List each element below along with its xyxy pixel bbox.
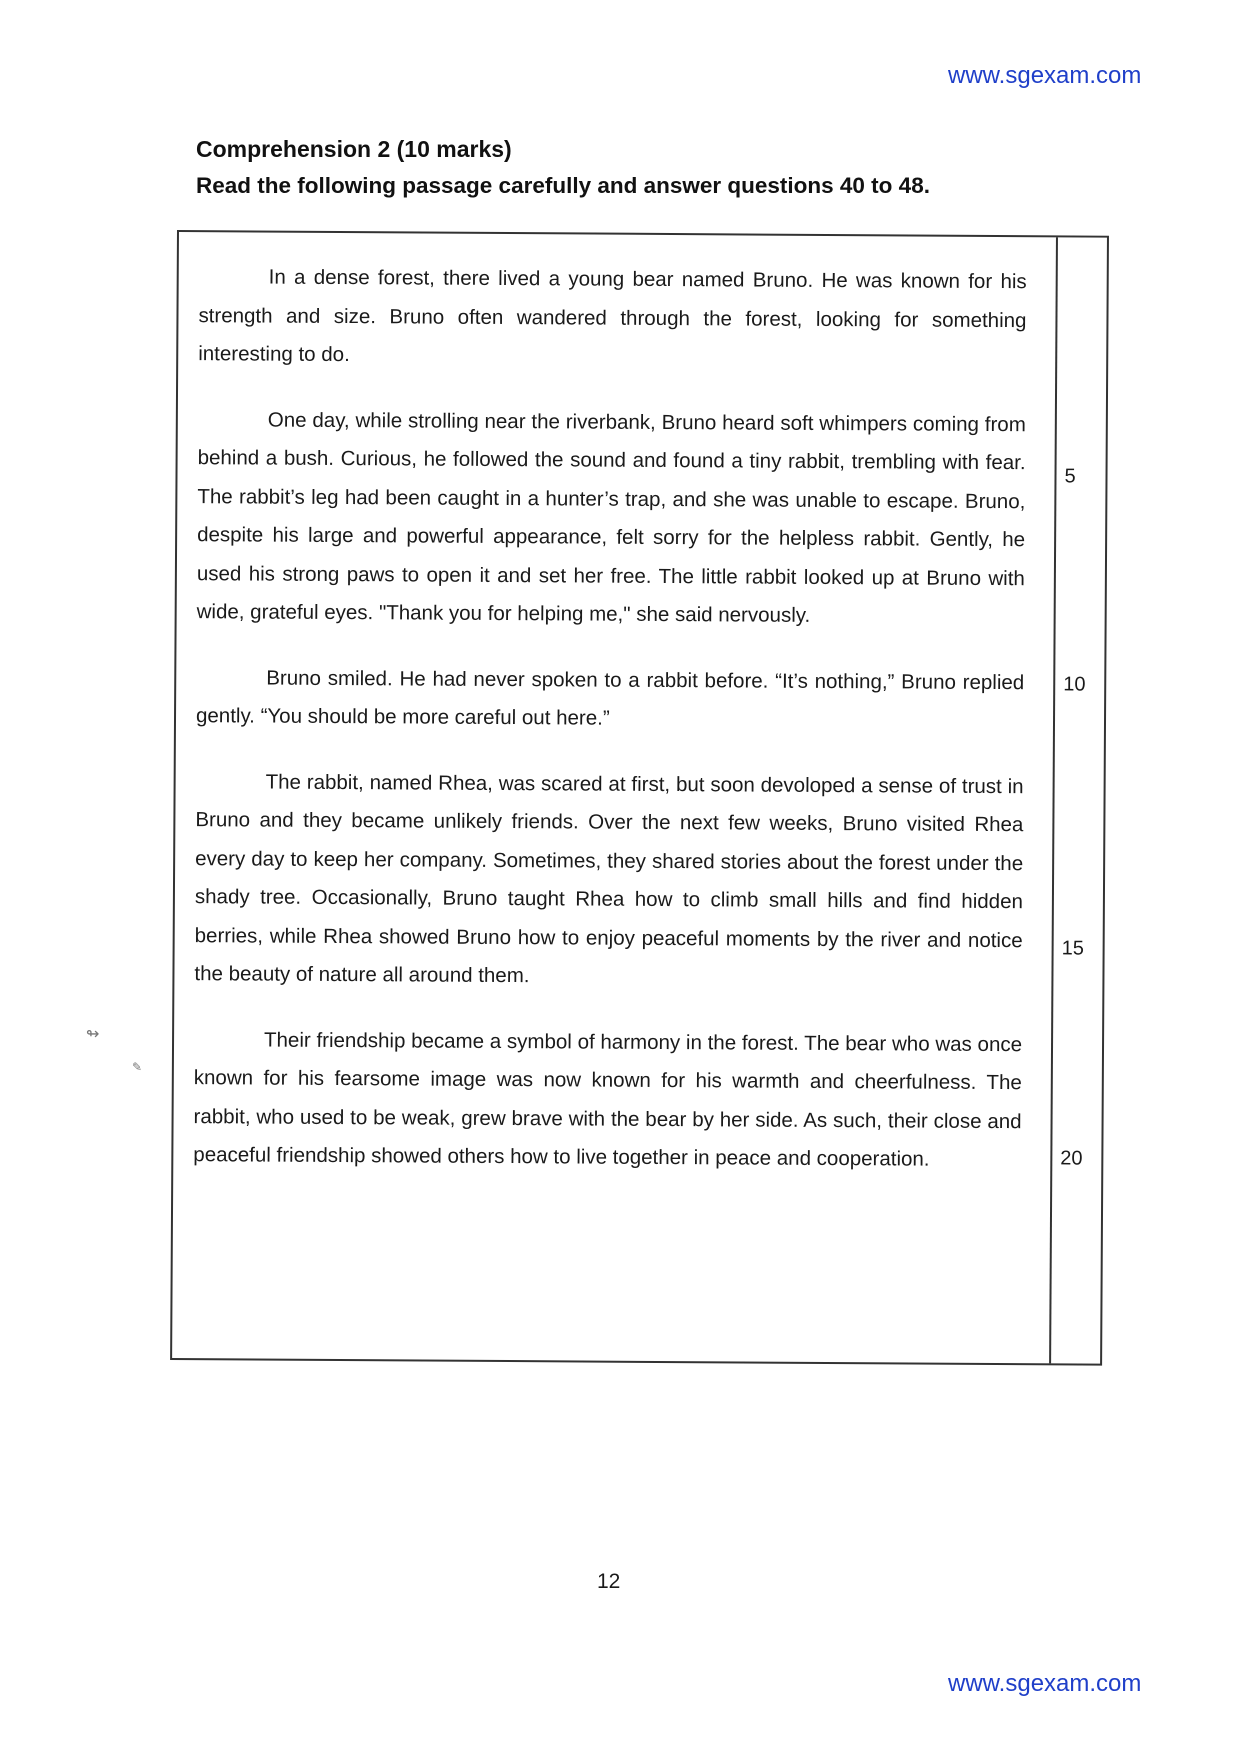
passage-paragraph-2 bbox=[197, 401, 1026, 637]
stray-pen-mark: ↬ bbox=[86, 1026, 100, 1043]
page-number: 12 bbox=[597, 1570, 621, 1593]
line-number-15: 15 bbox=[1061, 937, 1084, 960]
passage-paragraph-5 bbox=[193, 1021, 1022, 1180]
paragraph-text: The rabbit, named Rhea, was scared at first, but soon devoloped a sense of trust in Bruno and they became unlikely friends. Over the next few weeks, Bruno visited Rhea every day to keep her company. Sometimes, they shared stories about the forest under the shady tree. Occasionally, Bruno taught Rhea how to climb small hills and find hidden berries, while Rhea showed Bruno how to enjoy peaceful moments by the river and notice the beauty of nature all around them. bbox=[194, 770, 1024, 988]
line-number-10: 10 bbox=[1063, 673, 1086, 696]
watermark-top[interactable]: www.sgexam.com bbox=[948, 62, 1142, 89]
paragraph-text: One day, while strolling near the riverbank, Bruno heard soft whimpers coming from behind a bush. Curious, he followed the sound and found a tiny rabbit, trembling with fear. The rabbit’s leg had been caught in a hunter’s trap, and she was unable to escape. Bruno, despite his large and powerful appearance, felt sorry for the helpless rabbit. Gently, he used his strong paws to open it and set her free. The little rabbit looked up at Bruno with wide, grateful eyes. "Thank you for helping me," she said nervously. bbox=[196, 408, 1026, 627]
paragraph-text: Their friendship became a symbol of harmony in the forest. The bear who was once known for his fearsome image was now known for his warmth and cheerfulness. The rabbit, who used to be weak, grew brave with the bear by her side. As such, their close and peaceful friendship showed others how to live together in peace and cooperation. bbox=[193, 1028, 1023, 1171]
passage-paragraph-4 bbox=[194, 763, 1023, 999]
passage-text bbox=[193, 258, 1027, 1207]
watermark-bottom[interactable]: www.sgexam.com bbox=[948, 1670, 1142, 1697]
passage-paragraph-3 bbox=[196, 659, 1024, 741]
line-number-column-divider bbox=[1049, 237, 1058, 1363]
passage-paragraph-1 bbox=[198, 258, 1027, 379]
paragraph-text: In a dense forest, there lived a young bear named Bruno. He was known for his strength and size. Bruno often wandered through the forest, looking for something interesting to do. bbox=[198, 265, 1027, 367]
section-title: Comprehension 2 (10 marks) bbox=[196, 136, 512, 162]
section-instruction: Read the following passage carefully and answer questions 40 to 48. bbox=[196, 173, 930, 198]
passage-box bbox=[170, 230, 1109, 1366]
line-number-5: 5 bbox=[1064, 465, 1076, 488]
line-number-20: 20 bbox=[1060, 1147, 1083, 1170]
paragraph-text: Bruno smiled. He had never spoken to a rabbit before. “It’s nothing,” Bruno replied gently. “You should be more careful out here.” bbox=[195, 666, 1025, 730]
stray-pen-mark: ✎ bbox=[132, 1060, 143, 1074]
